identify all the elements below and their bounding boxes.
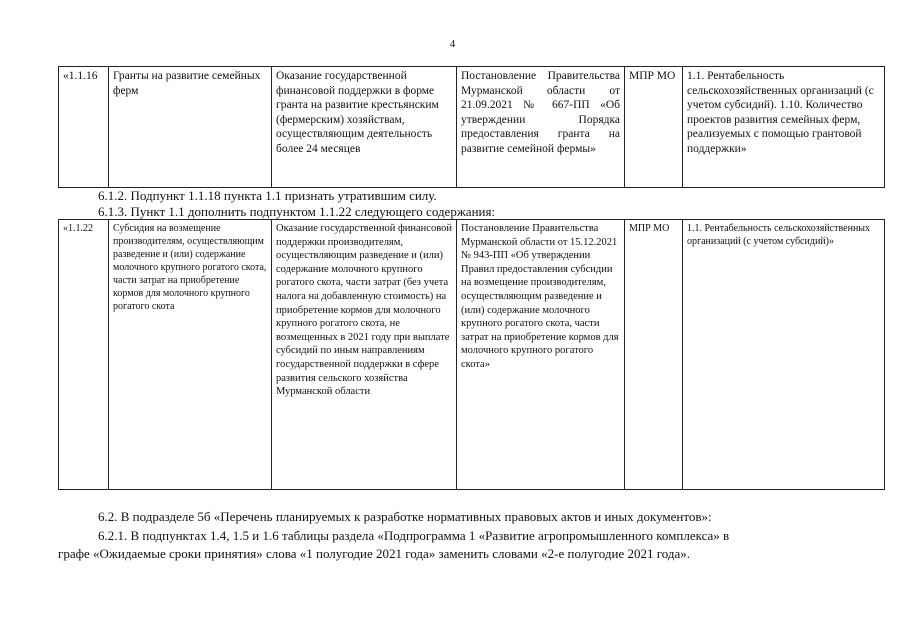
program-table-row-1-1-22 — [58, 219, 885, 490]
indicators: 1.1. Рентабельность сельскохозяйственных организаций (с учетом субсидий)» — [683, 220, 885, 490]
legal-act: Постановление Правительства Мурманской области от 21.09.2021 № 667-ПП «Об утверждении Порядка предоставления гранта на развитие семейной фермы» — [457, 67, 625, 188]
paragraph-6-1-2: 6.1.2. Подпункт 1.1.18 пункта 1.1 признать утратившим силу. — [98, 188, 437, 203]
page-number: 4 — [449, 38, 456, 50]
legal-act: Постановление Правительства Мурманской области от 15.12.2021 № 943-ПП «Об утверждении Правил предоставления субсидии на возмещение производителям, осуществляющим разведение и (или) содержание молочного крупного рогатого скота, части затрат на приобретение кормов для молочного крупного рогатого скота» — [457, 220, 625, 490]
paragraph-6-1-3: 6.1.3. Пункт 1.1 дополнить подпунктом 1.1.22 следующего содержания: — [98, 204, 496, 219]
measure-content: Оказание государственной финансовой поддержки в форме гранта на развитие крестьянским (фермерским) хозяйствам, осуществляющим деятельность более 24 месяцев — [272, 67, 457, 188]
program-table-row-1-1-16 — [58, 66, 885, 188]
paragraph-6-2: 6.2. В подразделе 5б «Перечень планируемых к разработке нормативных правовых актов и иных документов»: — [98, 509, 712, 524]
indicators: 1.1. Рентабельность сельскохозяйственных организаций (с учетом субсидий). 1.10. Количество проектов развития семейных ферм, реализуемых с помощью грантовой поддержки» — [683, 67, 885, 188]
responsible-agency: МПР МО — [625, 220, 683, 490]
measure-content: Оказание государственной финансовой поддержки производителям, осуществляющим разведение и (или) содержание молочного крупного рогатого скота, части затрат (без учета налога на добавленную стоимость) на приобретение кормов для молочного крупного рогатого скота, не возмещенных в 2021 году при выплате субсидий по иным направлениям государственной поддержки в сфере развития сельского хозяйства Мурманской области — [272, 220, 457, 490]
responsible-agency: МПР МО — [625, 67, 683, 188]
measure-name: Субсидия на возмещение производителям, осуществляющим разведение и (или) содержание молочного крупного рогатого скота, части затрат на приобретение кормов для молочного крупного рогатого скота — [109, 220, 272, 490]
paragraph-6-2-1-line-1: 6.2.1. В подпунктах 1.4, 1.5 и 1.6 таблицы раздела «Подпрограмма 1 «Развитие агропромышленного комплекса» в — [98, 528, 730, 543]
measure-name: Гранты на развитие семейных ферм — [109, 67, 272, 188]
row-number: «1.1.22 — [59, 220, 109, 490]
paragraph-6-2-1-line-2: графе «Ожидаемые сроки принятия» слова «1 полугодие 2021 года» заменить словами «2-е полугодие 2021 года». — [58, 546, 690, 561]
row-number: «1.1.16 — [59, 67, 109, 188]
